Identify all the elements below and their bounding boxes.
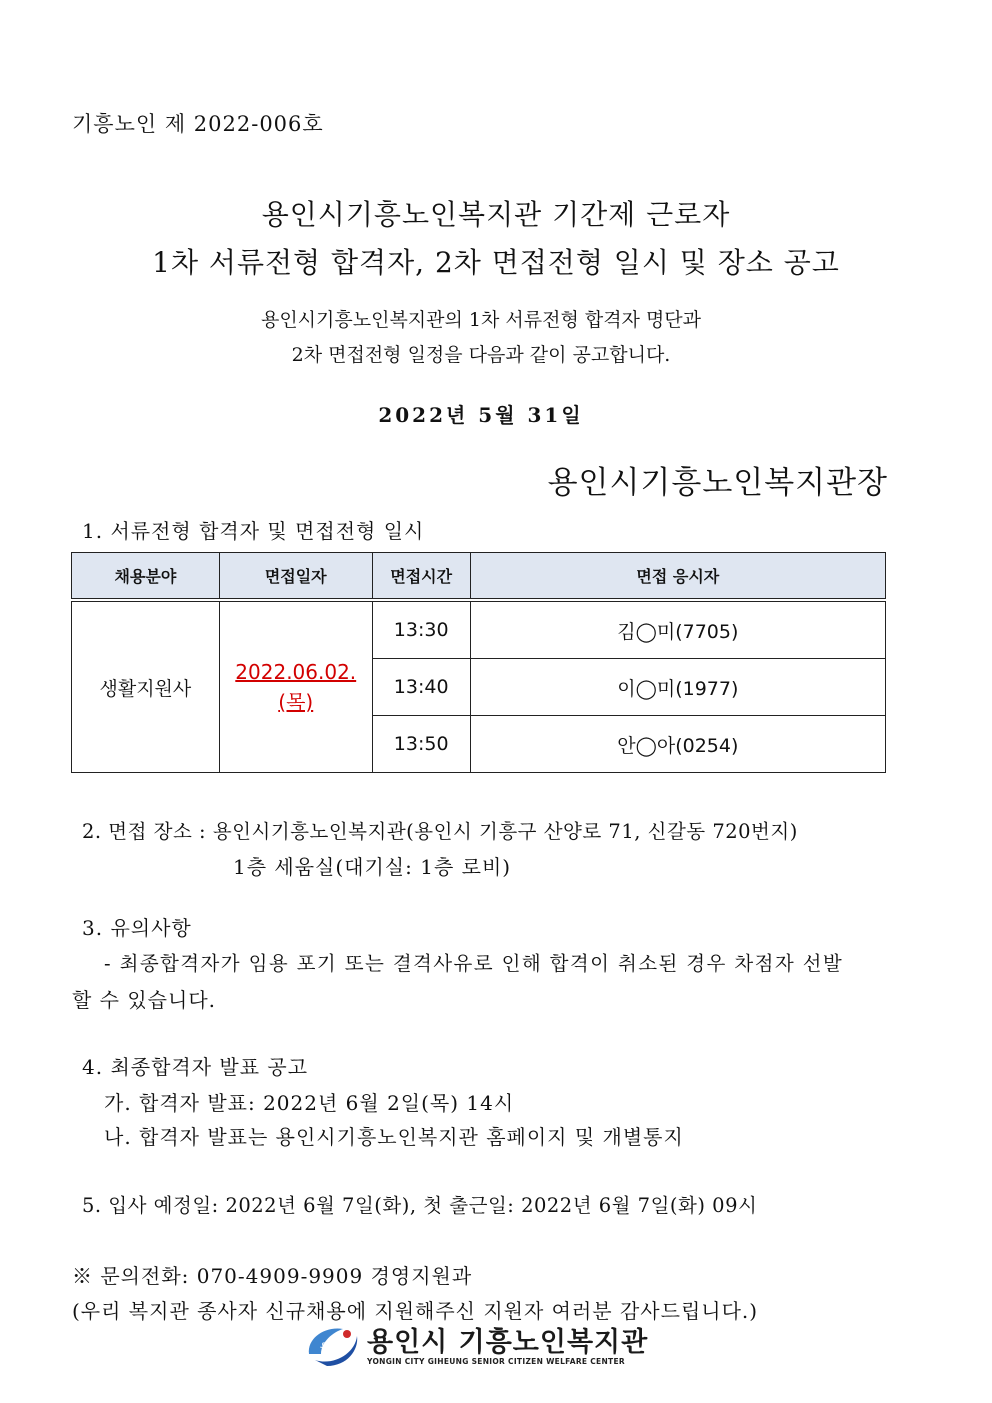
intro-line-1: 용인시기흥노인복지관의 1차 서류전형 합격자 명단과 bbox=[260, 309, 702, 331]
cell-applicant: 이◯미(1977) bbox=[470, 659, 885, 716]
interview-date: 2022.06.02. bbox=[235, 660, 357, 684]
document-number: 기흥노인 제 2022-006호 bbox=[72, 112, 324, 136]
announcement-date: 2022년 5월 31일 bbox=[378, 403, 584, 427]
section-3-heading: 3. 유의사항 bbox=[82, 916, 192, 940]
intro-line-2: 2차 면접전형 일정을 다음과 같이 공고합니다. bbox=[291, 344, 671, 366]
cell-time: 13:40 bbox=[372, 659, 470, 716]
cell-applicant: 안◯아(0254) bbox=[470, 716, 885, 773]
contact-phone: ※ 문의전화: 070-4909-9909 경영지원과 bbox=[72, 1264, 473, 1288]
cell-applicant: 김◯미(7705) bbox=[470, 602, 885, 659]
title-line-2: 1차 서류전형 합격자, 2차 면접전형 일시 및 장소 공고 bbox=[152, 246, 840, 279]
section-3-line-1: - 최종합격자가 임용 포기 또는 결격사유로 인해 합격이 취소된 경우 차점자 선발 bbox=[104, 952, 844, 975]
emblem-badge-text: 용인시 bbox=[319, 1343, 347, 1353]
section-4-item-b: 나. 합격자 발표는 용인시기흥노인복지관 홈페이지 및 개별통지 bbox=[104, 1125, 684, 1149]
interview-weekday: (목) bbox=[278, 690, 314, 714]
header-field: 채용분야 bbox=[72, 553, 220, 599]
header-applicant: 면접 응시자 bbox=[470, 553, 885, 599]
section-4-item-a: 가. 합격자 발표: 2022년 6월 2일(목) 14시 bbox=[104, 1091, 515, 1115]
title-line-1: 용인시기흥노인복지관 기간제 근로자 bbox=[261, 198, 731, 231]
section-4-heading: 4. 최종합격자 발표 공고 bbox=[82, 1055, 309, 1079]
cell-field: 생활지원사 bbox=[72, 602, 220, 773]
section-5-start-date: 5. 입사 예정일: 2022년 6월 7일(화), 첫 출근일: 2022년 6월 7일(화) 09시 bbox=[82, 1194, 758, 1217]
section-2-location: 2. 면접 장소 : 용인시기흥노인복지관(용인시 기흥구 산양로 71, 신갈동 720번지) bbox=[82, 820, 798, 843]
logo-english-name: YONGIN CITY GIHEUNG SENIOR CITIZEN WELFARE CENTER bbox=[367, 1357, 625, 1366]
section-2-room: 1층 세움실(대기실: 1층 로비) bbox=[233, 855, 512, 879]
cell-time: 13:50 bbox=[372, 716, 470, 773]
table-row bbox=[72, 602, 886, 659]
section-1-heading: 1. 서류전형 합격자 및 면접전형 일시 bbox=[82, 519, 425, 543]
table-header-row bbox=[72, 553, 886, 599]
city-emblem-icon bbox=[303, 1320, 363, 1370]
interview-schedule-table bbox=[71, 552, 886, 773]
welfare-center-logo bbox=[303, 1320, 649, 1370]
logo-name: 용인시 기흥노인복지관 bbox=[367, 1327, 649, 1358]
section-3-line-2: 할 수 있습니다. bbox=[72, 988, 216, 1012]
header-time: 면접시간 bbox=[372, 553, 470, 599]
cell-time: 13:30 bbox=[372, 602, 470, 659]
signer: 용인시기흥노인복지관장 bbox=[547, 465, 888, 501]
header-date: 면접일자 bbox=[219, 553, 372, 599]
cell-date bbox=[219, 602, 372, 773]
thanks-note: (우리 복지관 종사자 신규채용에 지원해주신 지원자 여러분 감사드립니다.) bbox=[72, 1299, 759, 1323]
